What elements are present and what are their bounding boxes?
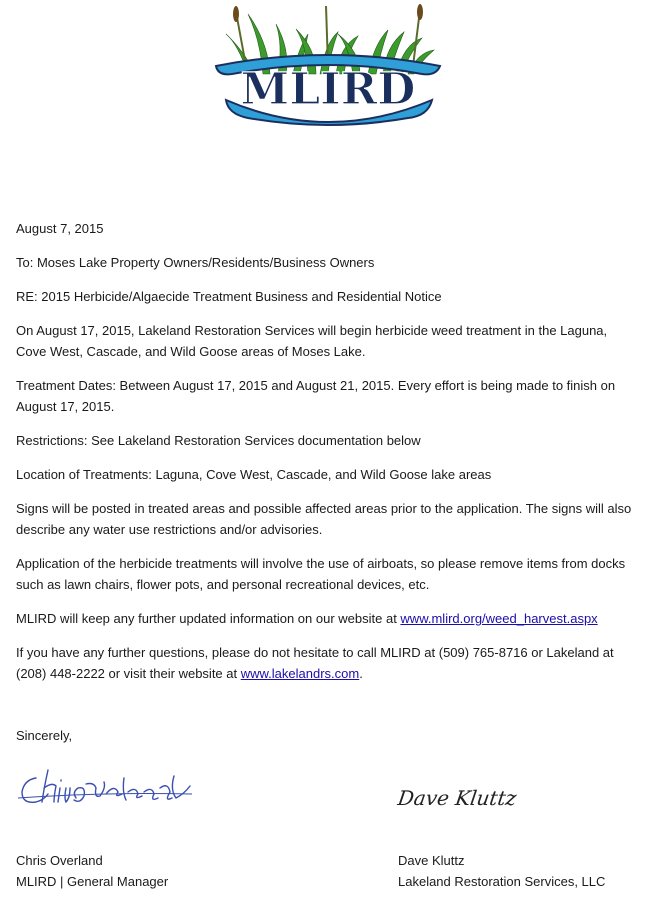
paragraph-treatment-dates: Treatment Dates: Between August 17, 2015 and August 21, 2015. Every effort is being made to finish on August 17, 2015.: [16, 378, 616, 414]
logo-text: MLIRD: [240, 64, 416, 115]
letter-subject: RE: 2015 Herbicide/Algaecide Treatment Business and Residential Notice: [16, 289, 442, 304]
signer-left: [16, 850, 168, 892]
paragraph-announcement: On August 17, 2015, Lakeland Restoration Services will begin herbicide weed treatment in the Laguna, Cove West, Cascade, and Wild Goose areas of Moses Lake.: [16, 323, 608, 359]
letter-recipient: To: Moses Lake Property Owners/Residents/Business Owners: [16, 255, 375, 270]
signature-chris-overland: [14, 758, 194, 814]
contact-text: If you have any further questions, please do not hesitate to call MLIRD at (509) 765-8716 or Lakeland at (208) 448-2222 or visit their website at: [16, 645, 614, 681]
paragraph-website: [16, 608, 634, 629]
paragraph-locations: Location of Treatments: Laguna, Cove West, Cascade, and Wild Goose lake areas: [16, 467, 492, 482]
paragraph-airboats: Application of the herbicide treatments will involve the use of airboats, so please remove items from docks such as lawn chairs, flower pots, and personal recreational devices, etc.: [16, 556, 626, 592]
paragraph-signs: Signs will be posted in treated areas and possible affected areas prior to the application. The signs will also describe any water use restrictions and/or advisories.: [16, 501, 632, 537]
paragraph-contact: [16, 642, 634, 684]
signer-right-title: Lakeland Restoration Services, LLC: [398, 874, 606, 889]
signer-right-name: Dave Kluttz: [398, 853, 465, 868]
letter-date: August 7, 2015: [16, 221, 104, 236]
lakeland-website-link[interactable]: www.lakelandrs.com: [240, 666, 360, 681]
closing: Sincerely,: [16, 728, 73, 743]
paragraph-restrictions: Restrictions: See Lakeland Restoration Services documentation below: [16, 433, 421, 448]
signer-right: [398, 850, 605, 892]
mlird-website-link[interactable]: www.mlird.org/weed_harvest.aspx: [400, 611, 598, 626]
signature-dave-kluttz: Dave Kluttz: [396, 786, 518, 810]
mlird-logo: [208, 4, 448, 136]
signer-left-title: MLIRD | General Manager: [16, 874, 169, 889]
letter-body: [16, 218, 634, 697]
contact-end: .: [359, 666, 363, 681]
signer-left-name: Chris Overland: [16, 853, 103, 868]
website-text: MLIRD will keep any further updated information on our website at: [16, 611, 401, 626]
